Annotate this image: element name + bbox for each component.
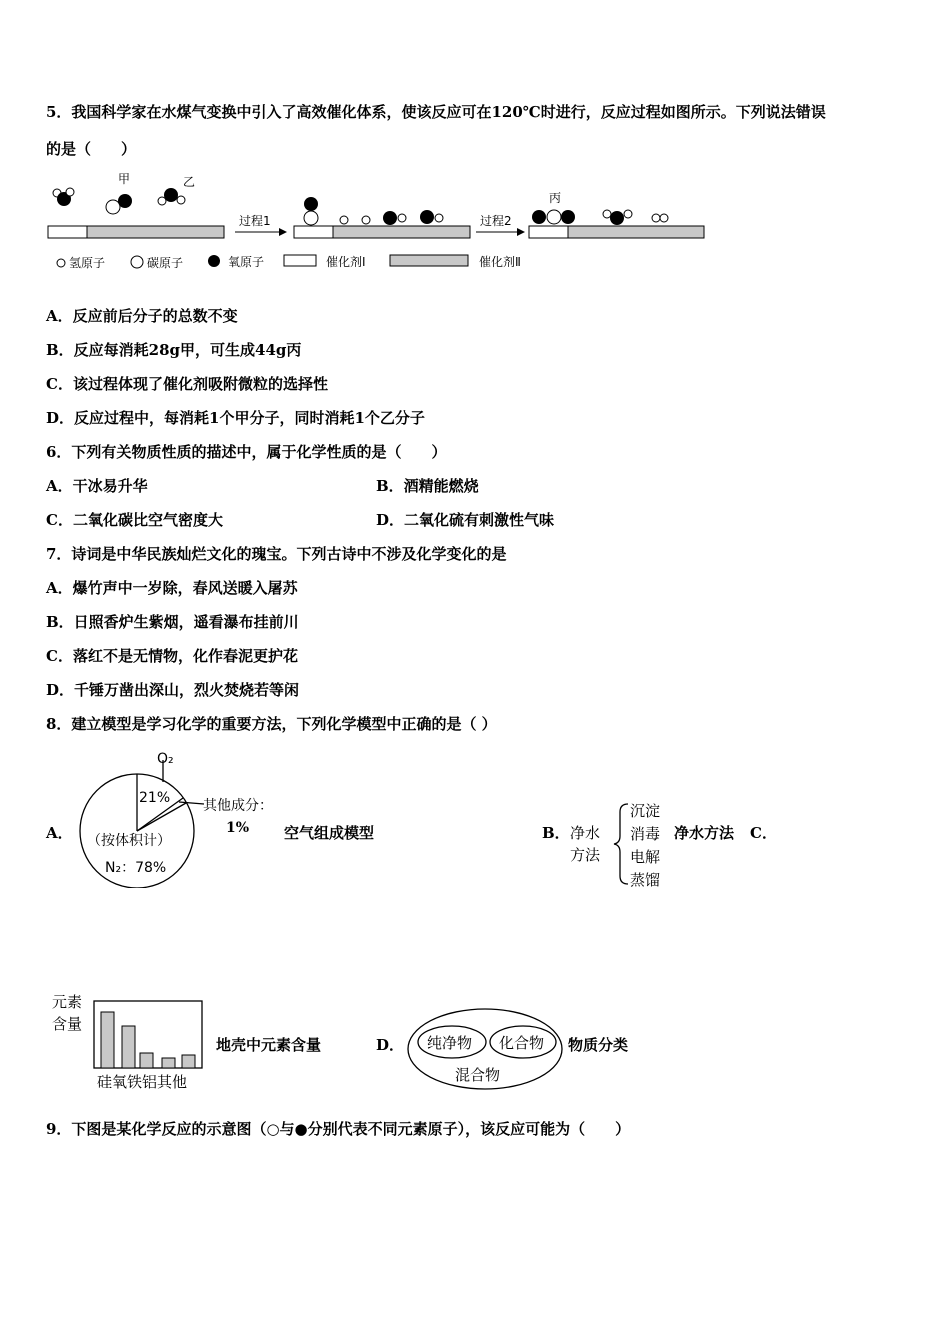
q8-c-caption: 地壳中元素含量 — [216, 1036, 322, 1054]
q6-option-a: A．干冰易升华 — [46, 477, 148, 495]
legend-cat1: 催化剂Ⅰ — [326, 255, 366, 269]
brace — [614, 804, 628, 884]
catalyst-2 — [568, 226, 704, 238]
bar-other — [182, 1055, 195, 1068]
q7-option-b: B．日照香炉生紫烟，遥看瀑布挂前川 — [46, 613, 299, 631]
b-item-2: 消毒 — [630, 825, 661, 843]
q6-option-d: D．二氧化硫有刺激性气味 — [376, 511, 555, 529]
catalyst-1 — [529, 226, 568, 238]
q8-a-label: A． — [46, 824, 73, 842]
o-atom — [561, 210, 575, 224]
h-atom — [398, 214, 406, 222]
c-ylabel-2: 含量 — [52, 1015, 83, 1033]
q6-stem: 6．下列有关物质性质的描述中，属于化学性质的是（ ） — [46, 443, 447, 461]
q7-option-d: D．千锤万凿出深山，烈火焚烧若等闲 — [46, 681, 300, 699]
h-atom — [340, 216, 348, 224]
b-item-3: 电解 — [630, 848, 661, 866]
q6-option-c: C．二氧化碳比空气密度大 — [46, 511, 223, 529]
h-atom — [624, 210, 632, 218]
bar-si — [101, 1012, 114, 1068]
q8-stem: 8．建立模型是学习化学的重要方法，下列化学模型中正确的是（ ） — [46, 715, 497, 733]
b-left-2: 方法 — [570, 846, 601, 864]
label-jia: 甲 — [118, 172, 131, 186]
h-atom — [652, 214, 660, 222]
legend-h: 氢原子 — [69, 256, 106, 270]
q7-option-a: A．爆竹声中一岁除，春风送暖入屠苏 — [46, 579, 298, 597]
h-atom — [660, 214, 668, 222]
h-atom — [603, 210, 611, 218]
d-inner-2: 化合物 — [499, 1034, 545, 1052]
q8-b-label: B． — [542, 824, 570, 842]
by-volume-label: （按体积计） — [87, 833, 171, 849]
c-atom — [304, 211, 318, 225]
o2-label: O₂ — [157, 751, 174, 767]
h-atom — [177, 196, 185, 204]
label-bing: 丙 — [549, 191, 562, 205]
bar-o — [122, 1026, 135, 1068]
o-atom — [383, 211, 397, 225]
bar-al — [162, 1058, 175, 1068]
o-atom — [420, 210, 434, 224]
q8-c-label: C． — [750, 824, 777, 842]
q8-d-label: D． — [376, 1036, 405, 1054]
q5-stem-line1: 5．我国科学家在水煤气变换中引入了高效催化体系，使该反应可在120℃时进行，反应过程如图所示。下列说法错误 — [46, 103, 826, 121]
air-composition-model — [75, 748, 290, 888]
o-atom — [304, 197, 318, 211]
o-atom — [532, 210, 546, 224]
q8-d-caption: 物质分类 — [568, 1036, 629, 1054]
c-atom — [106, 200, 120, 214]
h-atom — [362, 216, 370, 224]
b-item-4: 蒸馏 — [630, 871, 661, 889]
catalyst-1 — [294, 226, 333, 238]
h-atom — [435, 214, 443, 222]
q9-stem: 9．下图是某化学反应的示意图（○与●分别代表不同元素原子），该反应可能为（ ） — [46, 1120, 631, 1138]
q7-stem: 7．诗词是中华民族灿烂文化的瑰宝。下列古诗中不涉及化学变化的是 — [46, 545, 507, 563]
legend-cat2: 催化剂Ⅱ — [479, 255, 521, 269]
o-atom — [164, 188, 178, 202]
catalyst-2 — [333, 226, 470, 238]
h-atom — [66, 188, 74, 196]
legend-c: 碳原子 — [147, 256, 184, 270]
d-outer: 混合物 — [455, 1066, 501, 1084]
o-atom — [610, 211, 624, 225]
o2-percent: 21% — [139, 790, 171, 806]
label-yi: 乙 — [183, 175, 196, 189]
n2-label: N₂：78% — [105, 860, 167, 876]
b-left-1: 净水 — [570, 824, 601, 842]
water-purification-model — [568, 798, 673, 890]
o-atom — [118, 194, 132, 208]
q5-option-d: D．反应过程中，每消耗1个甲分子，同时消耗1个乙分子 — [46, 409, 425, 427]
q8-a-other-percent: 1% — [226, 820, 250, 836]
catalyst-2 — [87, 226, 224, 238]
other-label: 其他成分： — [203, 798, 273, 814]
legend-o: 氧原子 — [228, 255, 265, 269]
q6-option-b: B．酒精能燃烧 — [376, 477, 479, 495]
q7-option-c: C．落红不是无情物，化作春泥更护花 — [46, 647, 298, 665]
q5-option-a: A．反应前后分子的总数不变 — [46, 307, 238, 325]
c-atom — [547, 210, 561, 224]
b-item-1: 沉淀 — [630, 802, 661, 820]
c-ylabel-1: 元素 — [52, 993, 83, 1011]
catalyst-1 — [48, 226, 87, 238]
q5-stem-line2: 的是（ ） — [46, 140, 137, 158]
bar-fe — [140, 1053, 153, 1068]
crust-element-chart — [50, 990, 215, 1092]
q5-reaction-diagram — [46, 170, 711, 275]
q8-b-caption: 净水方法 — [674, 824, 735, 842]
matter-classification-model — [405, 1005, 567, 1093]
q8-a-caption: 空气组成模型 — [284, 824, 375, 842]
d-inner-1: 纯净物 — [427, 1034, 473, 1052]
c-categories: 硅氧铁铝其他 — [97, 1073, 188, 1091]
q5-option-b: B．反应每消耗28g甲，可生成44g丙 — [46, 341, 302, 359]
q5-option-c: C．该过程体现了催化剂吸附微粒的选择性 — [46, 375, 328, 393]
step1-label: 过程1 — [239, 214, 271, 228]
step2-label: 过程2 — [480, 214, 512, 228]
